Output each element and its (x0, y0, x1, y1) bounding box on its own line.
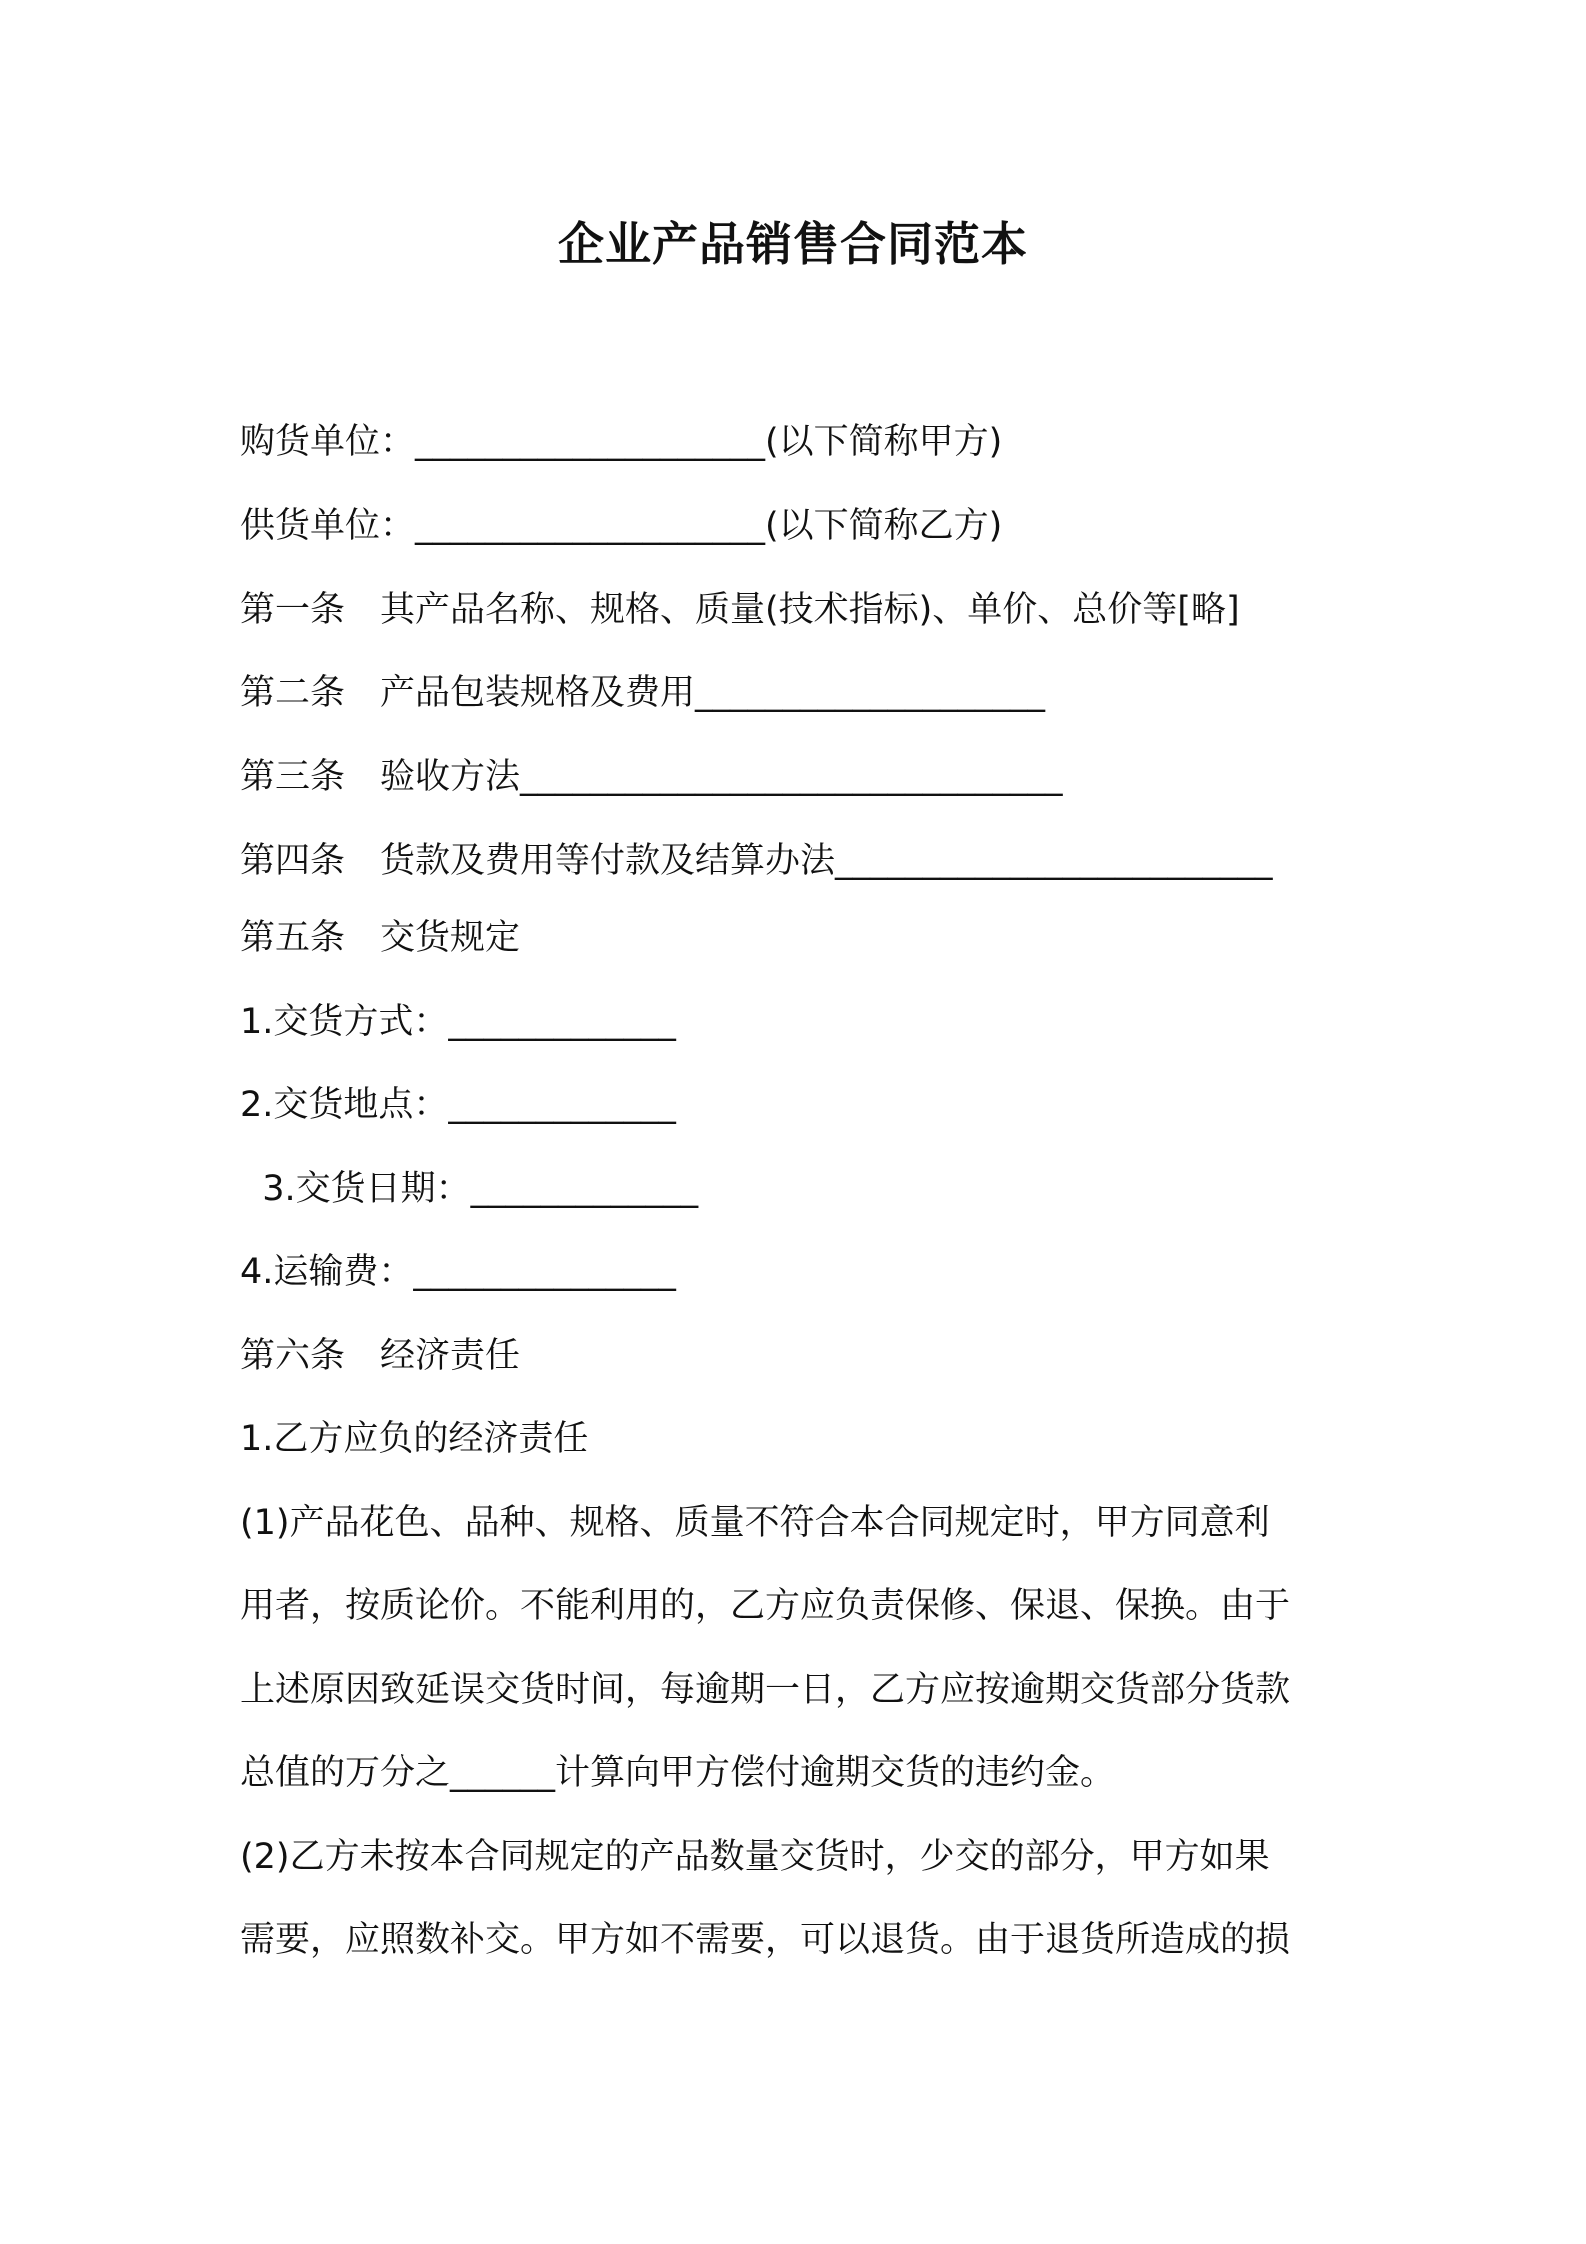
article-4: 第四条 货款及费用等付款及结算办法_________________________ (240, 841, 1273, 881)
paragraph-line: 需要，应照数补交。甲方如不需要，可以退货。由于退货所造成的损 (240, 1920, 1291, 1960)
paragraph-line: (1)产品花色、品种、规格、质量不符合本合同规定时，甲方同意利 (240, 1503, 1270, 1543)
article-2: 第二条 产品包装规格及费用____________________ (240, 673, 1046, 713)
paragraph-line: 总值的万分之______计算向甲方偿付逾期交货的违约金。 (240, 1753, 1116, 1793)
paragraph-line: 用者，按质论价。不能利用的，乙方应负责保修、保退、保换。由于 (240, 1586, 1291, 1626)
delivery-date: 3.交货日期：_____________ (240, 1169, 699, 1209)
paragraph-line: 上述原因致延误交货时间，每逾期一日，乙方应按逾期交货部分货款 (240, 1670, 1291, 1710)
article-1: 第一条 其产品名称、规格、质量(技术指标)、单价、总价等[略] (240, 590, 1240, 630)
paragraph-line: (2)乙方未按本合同规定的产品数量交货时，少交的部分，甲方如果 (240, 1837, 1270, 1877)
delivery-method: 1.交货方式：_____________ (240, 1002, 676, 1042)
buyer-line: 购货单位：____________________(以下简称甲方) (240, 422, 1003, 462)
supplier-line: 供货单位：____________________(以下简称乙方) (240, 506, 1003, 546)
party-b-liability: 1.乙方应负的经济责任 (240, 1419, 589, 1459)
freight: 4.运输费：_______________ (240, 1252, 676, 1292)
document-title: 企业产品销售合同范本 (558, 217, 1028, 271)
article-3: 第三条 验收方法_______________________________ (240, 757, 1063, 797)
delivery-location: 2.交货地点：_____________ (240, 1085, 676, 1125)
article-6: 第六条 经济责任 (240, 1336, 521, 1376)
article-5: 第五条 交货规定 (240, 918, 521, 958)
